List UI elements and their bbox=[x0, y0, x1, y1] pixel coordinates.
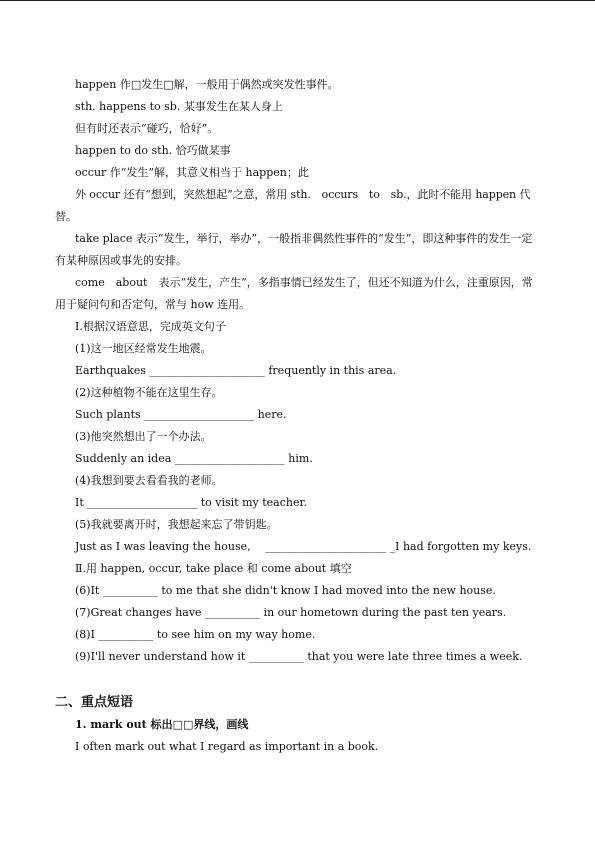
exercise-item-zh: (3)他突然想出了一个办法。 bbox=[75, 430, 212, 443]
exercise-item-en: Suddenly an idea ____________________ him. bbox=[75, 452, 313, 465]
note-happen-to-do: happen to do sth. 恰巧做某事 bbox=[75, 144, 231, 157]
exercise-2-item: (6)It __________ to me that she didn't know I had moved into the new house. bbox=[75, 584, 496, 597]
exercise-item-zh: (5)我就要离开时，我想起来忘了带钥匙。 bbox=[75, 518, 278, 531]
top-border-line bbox=[0, 0, 595, 1]
note-occur: occur 作“发生”解，其意义相当于 happen；此 bbox=[75, 166, 309, 179]
exercise-item-zh: (4)我想到要去看看我的老师。 bbox=[75, 474, 223, 487]
exercise-item-en: It ____________________ to visit my teacher. bbox=[75, 496, 308, 509]
note-happens-to: sth. happens to sb. 某事发生在某人身上 bbox=[75, 100, 283, 113]
phrase-title: 1. mark out 标出□□界线，画线 bbox=[75, 718, 249, 731]
exercise-2-title: Ⅱ.用 happen, occur, take place 和 come about 填空 bbox=[75, 562, 352, 575]
exercise-2-item: (8)I __________ to see him on my way home. bbox=[75, 628, 316, 641]
exercise-item-zh: (2)这种植物不能在这里生存。 bbox=[75, 386, 223, 399]
exercise-item-en: Earthquakes _____________________ frequently in this area. bbox=[75, 364, 397, 377]
note-happen: happen 作□发生□解，一般用于偶然或突发性事件。 bbox=[75, 78, 339, 91]
exercise-2-item: (7)Great changes have __________ in our hometown during the past ten years. bbox=[75, 606, 507, 619]
note-happen-meaning: 但有时还表示“碰巧，恰好”。 bbox=[75, 122, 219, 135]
exercise-item-en: Such plants ____________________ here. bbox=[75, 408, 287, 421]
document-page bbox=[55, 74, 542, 758]
phrase-example: I often mark out what I regard as important in a book. bbox=[75, 740, 379, 753]
exercise-2-item: (9)I'll never understand how it __________ that you were late three times a week. bbox=[75, 650, 523, 663]
note-occur-extra: 外 occur 还有“想到，突然想起”之意，常用 sth. occurs to sb.，此时不能用 happen 代替。 bbox=[55, 188, 531, 223]
section-heading: 二、重点短语 bbox=[55, 695, 134, 710]
exercise-item-en: Just as I was leaving the house, ______________________ _I had forgotten my keys. bbox=[75, 540, 532, 553]
note-come-about: come about 表示“发生，产生”，多指事情已经发生了，但还不知道为什么，注重原因，常用于疑问句和否定句，常与 how 连用。 bbox=[55, 276, 533, 311]
note-take-place: take place 表示“发生，举行，举办”，一般指非偶然性事件的“发生”，即这种事件的发生一定有某种原因或事先的安排。 bbox=[55, 232, 533, 267]
exercise-1-title: Ⅰ.根据汉语意思，完成英文句子 bbox=[75, 320, 226, 333]
exercise-item-zh: (1)这一地区经常发生地震。 bbox=[75, 342, 212, 355]
